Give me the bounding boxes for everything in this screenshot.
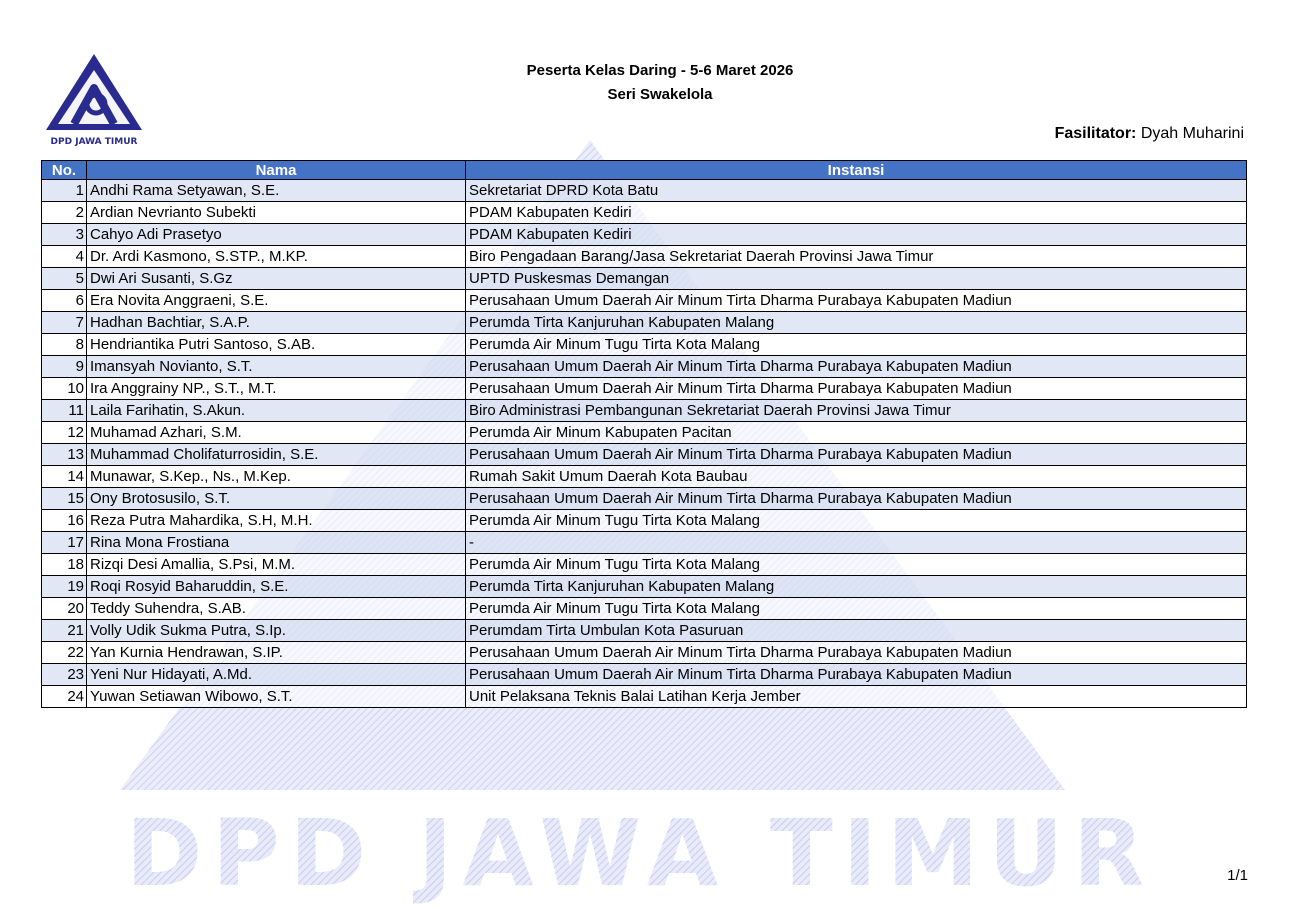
row-no-cell: 13 — [42, 444, 87, 466]
row-instansi-cell: Perumda Tirta Kanjuruhan Kabupaten Malang — [466, 576, 1247, 598]
table-row — [42, 510, 1247, 532]
row-instansi-cell: Biro Pengadaan Barang/Jasa Sekretariat Daerah Provinsi Jawa Timur — [466, 246, 1247, 268]
facilitator-name: Dyah Muharini — [1140, 125, 1244, 142]
row-instansi-cell: Perusahaan Umum Daerah Air Minum Tirta Dharma Purabaya Kabupaten Madiun — [466, 642, 1247, 664]
header-nama: Nama — [87, 161, 466, 180]
row-instansi-cell: Rumah Sakit Umum Daerah Kota Baubau — [466, 466, 1247, 488]
row-nama-cell: Ony Brotosusilo, S.T. — [87, 488, 466, 510]
header-instansi: Instansi — [466, 161, 1247, 180]
table-row — [42, 664, 1247, 686]
row-no-cell: 8 — [42, 334, 87, 356]
table-row — [42, 180, 1247, 202]
row-nama-cell: Rizqi Desi Amallia, S.Psi, M.M. — [87, 554, 466, 576]
row-nama-cell: Reza Putra Mahardika, S.H, M.H. — [87, 510, 466, 532]
row-no-cell: 16 — [42, 510, 87, 532]
row-no-cell: 4 — [42, 246, 87, 268]
row-no-cell: 17 — [42, 532, 87, 554]
row-no-cell: 10 — [42, 378, 87, 400]
table-row — [42, 422, 1247, 444]
organization-logo — [38, 52, 150, 148]
row-instansi-cell: Perusahaan Umum Daerah Air Minum Tirta Dharma Purabaya Kabupaten Madiun — [466, 356, 1247, 378]
row-instansi-cell: Perumda Air Minum Tugu Tirta Kota Malang — [466, 554, 1247, 576]
row-no-cell: 20 — [42, 598, 87, 620]
row-no-cell: 11 — [42, 400, 87, 422]
row-instansi-cell: Perumda Air Minum Kabupaten Pacitan — [466, 422, 1247, 444]
document-subtitle: Seri Swakelola — [607, 86, 713, 103]
table-row — [42, 312, 1247, 334]
table-row — [42, 334, 1247, 356]
row-instansi-cell: Perumda Air Minum Tugu Tirta Kota Malang — [466, 334, 1247, 356]
row-instansi-cell: Sekretariat DPRD Kota Batu — [466, 180, 1247, 202]
page-number: 1/1 — [1227, 867, 1248, 884]
table-row — [42, 598, 1247, 620]
row-nama-cell: Yan Kurnia Hendrawan, S.IP. — [87, 642, 466, 664]
row-instansi-cell: PDAM Kabupaten Kediri — [466, 224, 1247, 246]
row-instansi-cell: Perusahaan Umum Daerah Air Minum Tirta Dharma Purabaya Kabupaten Madiun — [466, 290, 1247, 312]
row-nama-cell: Hadhan Bachtiar, S.A.P. — [87, 312, 466, 334]
row-nama-cell: Ira Anggrainy NP., S.T., M.T. — [87, 378, 466, 400]
row-instansi-cell: Perumda Tirta Kanjuruhan Kabupaten Malang — [466, 312, 1247, 334]
table-row — [42, 378, 1247, 400]
participant-table — [41, 160, 1247, 708]
table-header-row — [42, 161, 1247, 180]
table-row — [42, 400, 1247, 422]
row-no-cell: 21 — [42, 620, 87, 642]
facilitator-label: Fasilitator: — [1054, 125, 1137, 142]
table-row — [42, 532, 1247, 554]
table-row — [42, 576, 1247, 598]
table-row — [42, 686, 1247, 708]
table-row — [42, 290, 1247, 312]
table-row — [42, 554, 1247, 576]
row-instansi-cell: Unit Pelaksana Teknis Balai Latihan Kerja Jember — [466, 686, 1247, 708]
row-no-cell: 22 — [42, 642, 87, 664]
row-nama-cell: Rina Mona Frostiana — [87, 532, 466, 554]
row-nama-cell: Cahyo Adi Prasetyo — [87, 224, 466, 246]
row-instansi-cell: Perumda Air Minum Tugu Tirta Kota Malang — [466, 598, 1247, 620]
table-row — [42, 488, 1247, 510]
document-title: Peserta Kelas Daring - 5-6 Maret 2026 — [526, 62, 794, 79]
table-row — [42, 620, 1247, 642]
table-row — [42, 268, 1247, 290]
row-nama-cell: Ardian Nevrianto Subekti — [87, 202, 466, 224]
row-instansi-cell: Perumda Air Minum Tugu Tirta Kota Malang — [466, 510, 1247, 532]
row-no-cell: 6 — [42, 290, 87, 312]
row-instansi-cell: Perusahaan Umum Daerah Air Minum Tirta Dharma Purabaya Kabupaten Madiun — [466, 444, 1247, 466]
row-nama-cell: Andhi Rama Setyawan, S.E. — [87, 180, 466, 202]
row-nama-cell: Muhamad Azhari, S.M. — [87, 422, 466, 444]
table-row — [42, 642, 1247, 664]
table-row — [42, 246, 1247, 268]
logo-text: DPD JAWA TIMUR — [50, 137, 138, 147]
row-no-cell: 3 — [42, 224, 87, 246]
row-nama-cell: Era Novita Anggraeni, S.E. — [87, 290, 466, 312]
table-row — [42, 356, 1247, 378]
row-nama-cell: Hendriantika Putri Santoso, S.AB. — [87, 334, 466, 356]
row-nama-cell: Teddy Suhendra, S.AB. — [87, 598, 466, 620]
row-instansi-cell: UPTD Puskesmas Demangan — [466, 268, 1247, 290]
row-nama-cell: Yuwan Setiawan Wibowo, S.T. — [87, 686, 466, 708]
table-row — [42, 224, 1247, 246]
row-nama-cell: Roqi Rosyid Baharuddin, S.E. — [87, 576, 466, 598]
row-instansi-cell: Biro Administrasi Pembangunan Sekretariat Daerah Provinsi Jawa Timur — [466, 400, 1247, 422]
row-no-cell: 23 — [42, 664, 87, 686]
watermark-text: DPD JAWA TIMUR — [125, 800, 1155, 907]
row-no-cell: 19 — [42, 576, 87, 598]
row-nama-cell: Volly Udik Sukma Putra, S.Ip. — [87, 620, 466, 642]
row-no-cell: 24 — [42, 686, 87, 708]
row-nama-cell: Laila Farihatin, S.Akun. — [87, 400, 466, 422]
row-no-cell: 2 — [42, 202, 87, 224]
row-nama-cell: Munawar, S.Kep., Ns., M.Kep. — [87, 466, 466, 488]
row-instansi-cell: PDAM Kabupaten Kediri — [466, 202, 1247, 224]
row-instansi-cell: Perusahaan Umum Daerah Air Minum Tirta Dharma Purabaya Kabupaten Madiun — [466, 664, 1247, 686]
row-nama-cell: Muhammad Cholifaturrosidin, S.E. — [87, 444, 466, 466]
row-no-cell: 12 — [42, 422, 87, 444]
row-no-cell: 9 — [42, 356, 87, 378]
row-instansi-cell: Perumdam Tirta Umbulan Kota Pasuruan — [466, 620, 1247, 642]
row-nama-cell: Imansyah Novianto, S.T. — [87, 356, 466, 378]
row-no-cell: 7 — [42, 312, 87, 334]
row-instansi-cell: - — [466, 532, 1247, 554]
row-no-cell: 5 — [42, 268, 87, 290]
row-no-cell: 15 — [42, 488, 87, 510]
row-nama-cell: Yeni Nur Hidayati, A.Md. — [87, 664, 466, 686]
facilitator-line — [1055, 125, 1244, 143]
header-no: No. — [42, 161, 87, 180]
table-row — [42, 466, 1247, 488]
row-nama-cell: Dwi Ari Susanti, S.Gz — [87, 268, 466, 290]
row-instansi-cell: Perusahaan Umum Daerah Air Minum Tirta Dharma Purabaya Kabupaten Madiun — [466, 488, 1247, 510]
row-no-cell: 1 — [42, 180, 87, 202]
row-instansi-cell: Perusahaan Umum Daerah Air Minum Tirta Dharma Purabaya Kabupaten Madiun — [466, 378, 1247, 400]
row-nama-cell: Dr. Ardi Kasmono, S.STP., M.KP. — [87, 246, 466, 268]
table-row — [42, 202, 1247, 224]
table-row — [42, 444, 1247, 466]
row-no-cell: 14 — [42, 466, 87, 488]
row-no-cell: 18 — [42, 554, 87, 576]
